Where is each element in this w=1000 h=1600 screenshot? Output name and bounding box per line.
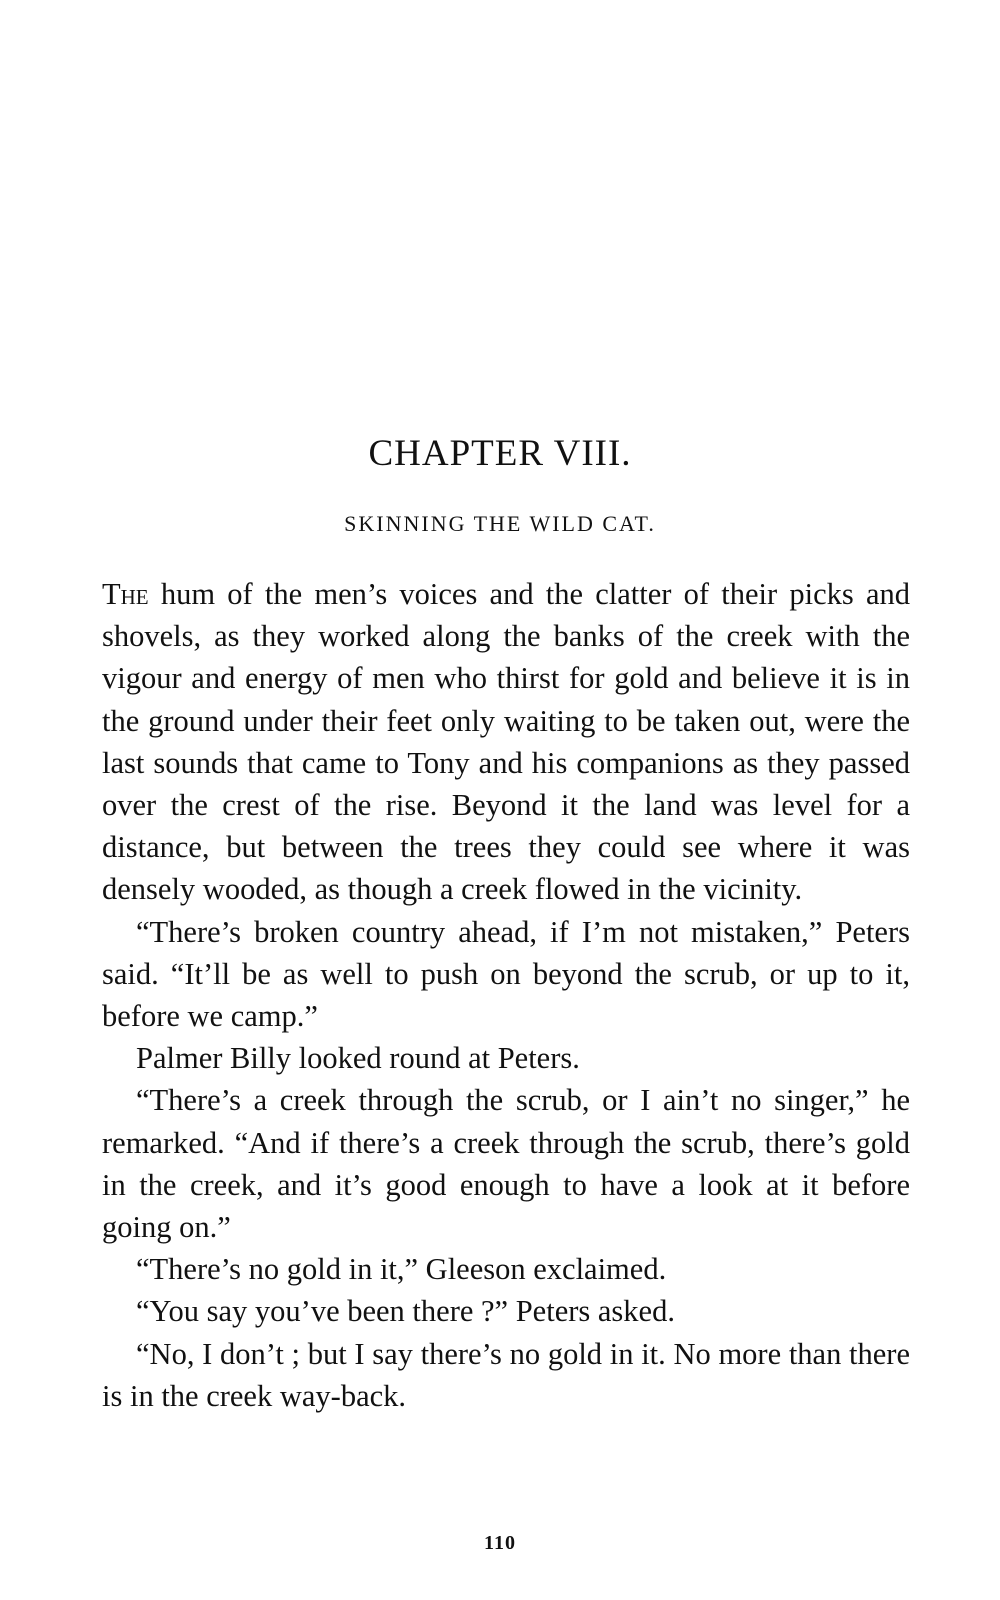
lead-word: The bbox=[102, 577, 149, 611]
paragraph-2: “There’s broken country ahead, if I’m not mistaken,” Peters said. “It’ll be as well to push on beyond the scrub, or up to it, before we camp.” bbox=[102, 914, 910, 1034]
paragraph-1 bbox=[102, 573, 910, 911]
chapter-title: CHAPTER VIII. bbox=[368, 433, 632, 474]
paragraph-3: Palmer Billy looked round at Peters. bbox=[136, 1041, 580, 1076]
paragraph-6: “You say you’ve been there ?” Peters asked. bbox=[136, 1294, 675, 1329]
page-number: 110 bbox=[484, 1532, 516, 1554]
body-text bbox=[102, 573, 910, 1417]
paragraph-5: “There’s no gold in it,” Gleeson exclaimed. bbox=[136, 1252, 667, 1287]
chapter-subtitle: SKINNING THE WILD CAT. bbox=[344, 511, 656, 536]
paragraph-text: hum of the men’s voices and the clatter of their picks and shovels, as they worked along the banks of the creek with the vigour and energy of men who thirst for gold and believe it is in the ground under their feet only waiting to be taken out, were the last sounds that came to Tony and his companions as they passed over the crest of the rise. Beyond it the land was level for a distance, but between the trees they could see where it was densely wooded, as though a creek flowed in the vicinity. bbox=[102, 577, 910, 907]
paragraph-7: “No, I don’t ; but I say there’s no gold in it. No more than there is in the creek way-back. bbox=[102, 1336, 910, 1413]
paragraph-4: “There’s a creek through the scrub, or I ain’t no singer,” he remarked. “And if there’s a creek through the scrub, there’s gold in the creek, and it’s good enough to have a look at it before going on.” bbox=[102, 1083, 910, 1245]
